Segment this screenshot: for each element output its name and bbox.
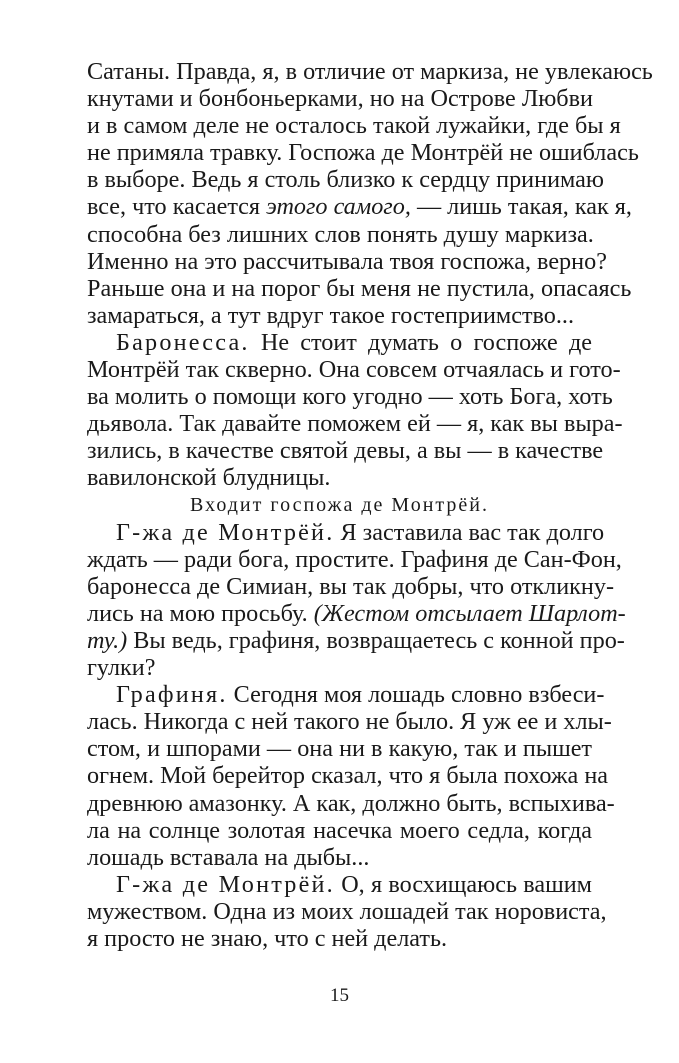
speaker-name: Баронесса. [116, 328, 250, 356]
text-line [87, 329, 592, 356]
text-line: ла на солнце золотая насечка моего седла, когда [87, 816, 592, 844]
text-line: огнем. Мой берейтор сказал, что я была похожа на [87, 762, 608, 790]
speaker-name: Графиня. [116, 681, 228, 709]
paragraph-5 [87, 870, 607, 952]
text-line [87, 599, 626, 627]
text-line: Раньше она и на порог бы меня не пустила, опасаясь [87, 274, 632, 302]
text-run: Я заставила вас так долго [334, 518, 605, 546]
text-line: баронесса де Симиан, вы так добры, что откликну- [87, 572, 615, 600]
text-run: Вы ведь, графиня, возвращаетесь с конной про- [127, 626, 625, 654]
text-line [87, 871, 592, 898]
text-line: дьявола. Так давайте поможем ей — я, как вы выра- [87, 410, 623, 438]
text-run: — лишь такая, как я, [410, 193, 632, 221]
text-run: Сегодня моя лошадь словно взбеси- [227, 681, 605, 709]
text-line: способна без лишних слов понять душу маркиза. [87, 220, 594, 248]
text-line [87, 626, 625, 654]
text-line: лась. Никогда с ней такого не было. Я уж ее и хлы- [87, 708, 612, 736]
paragraph-4 [87, 681, 615, 871]
text-line: я просто не знаю, что с ней делать. [87, 925, 448, 952]
stage-remark: ту.) [87, 626, 128, 654]
text-line: стом, и шпорами — она ни в какую, так и пышет [87, 735, 592, 763]
text-line: ва молить о помощи кого угодно — хоть Бога, хоть [87, 383, 613, 411]
paragraph-2 [87, 328, 623, 492]
text-line: замараться, а тут вдруг такое гостеприимство... [87, 301, 575, 329]
text-line: зились, в качестве святой девы, а вы — в качестве [87, 437, 604, 465]
text-line [87, 193, 632, 221]
text-run: все, что касается [87, 193, 267, 221]
text-line: не примяла травку. Госпожа де Монтрёй не ошиблась [87, 139, 639, 167]
text-line: ждать — ради бога, простите. Графиня де Сан-Фон, [87, 545, 622, 573]
paragraph-3 [87, 518, 626, 682]
text-run: лись на мою просьбу. [87, 599, 314, 627]
page-number: 15 [330, 985, 349, 1006]
speaker-name: Г-жа де Монтрёй. [116, 518, 335, 546]
text-line: мужеством. Одна из моих лошадей так норовиста, [87, 897, 607, 925]
text-line: в выборе. Ведь я столь близко к сердцу принимаю [87, 166, 604, 194]
text-run: О, я восхищаюсь вашим [334, 870, 592, 898]
text-line [87, 518, 605, 546]
text-line: гулки? [87, 654, 156, 682]
text-run: Не стоит думать о госпоже де [249, 328, 592, 356]
stage-direction: Входит госпожа де Монтрёй. [190, 493, 489, 516]
paragraph-1 [87, 58, 653, 329]
text-line: лошадь вставала на дыбы... [87, 843, 370, 871]
speaker-name: Г-жа де Монтрёй. [116, 870, 335, 898]
text-line: вавилонской блудницы. [87, 464, 331, 492]
page-text [87, 58, 653, 952]
text-line: и в самом деле не осталось такой лужайки, где бы я [87, 112, 621, 140]
text-line: Именно на это рассчитывала твоя госпожа, верно? [87, 247, 607, 275]
text-line: древнюю амазонку. А как, должно быть, вспыхива- [87, 789, 615, 817]
italic-phrase: этого самого, [266, 193, 411, 221]
text-line: Монтрёй так скверно. Она совсем отчаялась и гото- [87, 356, 621, 384]
text-line: кнутами и бонбоньерками, но на Острове Любви [87, 85, 593, 113]
text-line [87, 681, 605, 709]
stage-remark: (Жестом отсылает Шарлот- [313, 599, 626, 627]
text-line: Сатаны. Правда, я, в отличие от маркиза, не увлекаюсь [87, 58, 653, 85]
